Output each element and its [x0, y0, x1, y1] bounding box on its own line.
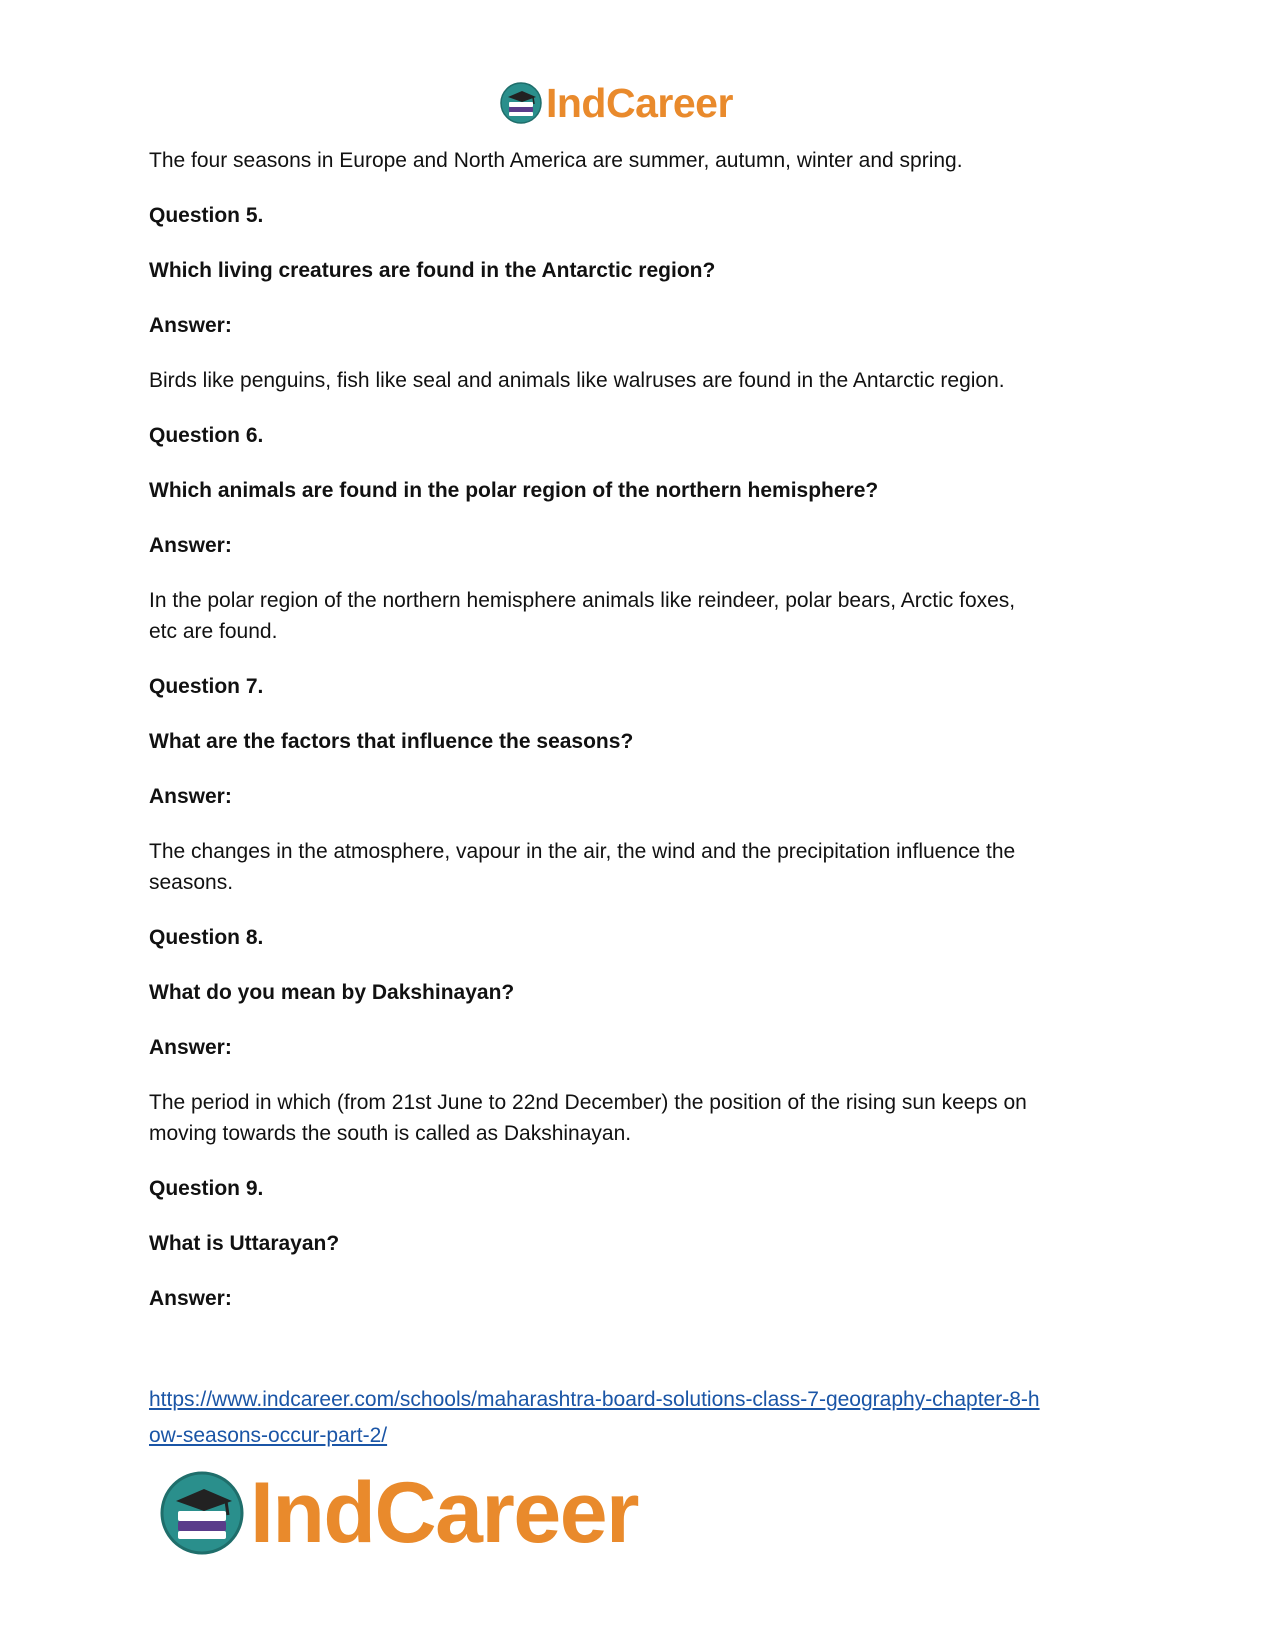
answer-text: Birds like penguins, fish like seal and animals like walruses are found in the Antarctic region.	[149, 369, 1005, 392]
answer-text-line: In the polar region of the northern hemisphere animals like reindeer, polar bears, Arctic foxes,	[149, 589, 1016, 612]
header-logo-text: IndCareer	[546, 79, 733, 126]
answer-text-line: etc are found.	[149, 620, 278, 643]
answer-text-line: The changes in the atmosphere, vapour in the air, the wind and the precipitation influence the	[149, 840, 1016, 863]
book-globe-icon	[160, 1471, 244, 1555]
source-link-line[interactable]: https://www.indcareer.com/schools/maharashtra-board-solutions-class-7-geography-chapter-8-h	[149, 1388, 1040, 1411]
question-label: Question 8.	[149, 926, 264, 949]
answer-label: Answer:	[149, 1287, 232, 1310]
answer-text-line: The period in which (from 21st June to 22nd December) the position of the rising sun keeps on	[149, 1091, 1027, 1114]
answer-label: Answer:	[149, 1036, 232, 1059]
answer-text-line: seasons.	[149, 871, 234, 894]
question-text: What do you mean by Dakshinayan?	[149, 981, 515, 1004]
footer-logo-text: IndCareer	[250, 1465, 638, 1561]
answer-label: Answer:	[149, 314, 232, 337]
answer-text-line: moving towards the south is called as Dakshinayan.	[149, 1122, 632, 1145]
book-globe-icon	[500, 82, 542, 124]
source-link-line[interactable]: ow-seasons-occur-part-2/	[149, 1424, 388, 1447]
question-text: What are the factors that influence the seasons?	[149, 730, 634, 753]
question-label: Question 9.	[149, 1177, 264, 1200]
footer-logo	[160, 1465, 638, 1561]
answer-label: Answer:	[149, 785, 232, 808]
answer-label: Answer:	[149, 534, 232, 557]
question-label: Question 7.	[149, 675, 264, 698]
intro-text: The four seasons in Europe and North America are summer, autumn, winter and spring.	[149, 149, 963, 172]
source-link[interactable]	[149, 1382, 1129, 1454]
header-logo	[500, 78, 733, 128]
question-label: Question 5.	[149, 204, 264, 227]
question-label: Question 6.	[149, 424, 264, 447]
question-text: What is Uttarayan?	[149, 1232, 340, 1255]
question-text: Which living creatures are found in the Antarctic region?	[149, 259, 716, 282]
question-text: Which animals are found in the polar region of the northern hemisphere?	[149, 479, 879, 502]
document-body	[149, 145, 1129, 1314]
